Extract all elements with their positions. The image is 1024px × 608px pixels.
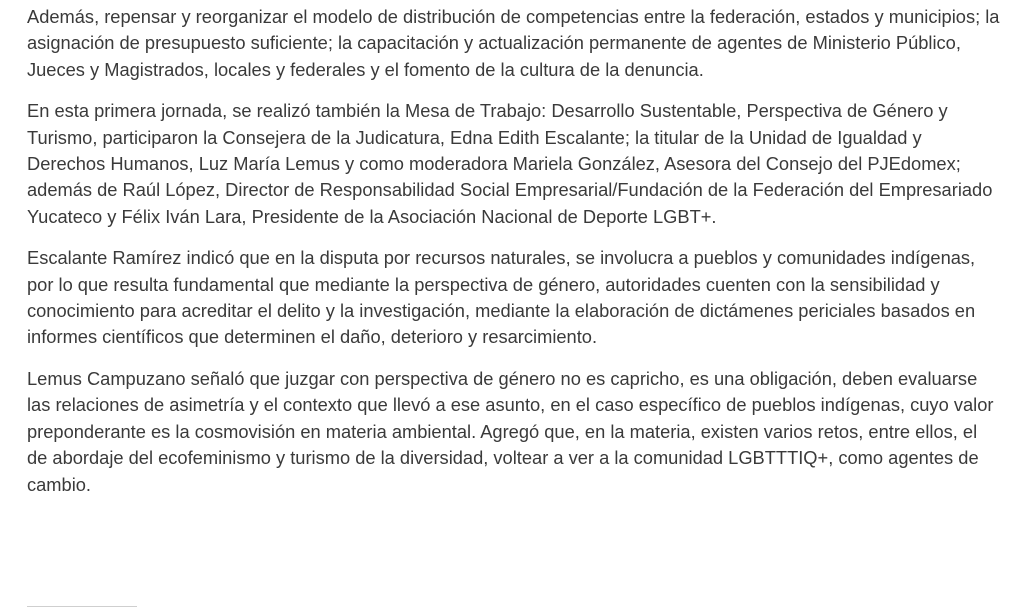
- article-paragraph-4: Lemus Campuzano señaló que juzgar con perspectiva de género no es capricho, es una obligación, deben evaluarse las relaciones de asimetría y el contexto que llevó a ese asunto, en el caso específico de pueblos indígenas, cuyo valor preponderante es la cosmovisión en materia ambiental. Agregó que, en la materia, existen varios retos, entre ellos, el de abordaje del ecofeminismo y turismo de la diversidad, voltear a ver a la comunidad LGBTTTIQ+, como agentes de cambio.: [27, 367, 994, 495]
- article-paragraph-1: Además, repensar y reorganizar el modelo de distribución de competencias entre la federación, estados y municipios; la asignación de presupuesto suficiente; la capacitación y actualización permanente de agentes de Ministerio Público, Jueces y Magistrados, locales y federales y el fomento de la cultura de la denuncia.: [27, 6, 1000, 80]
- article-paragraph-2: En esta primera jornada, se realizó también la Mesa de Trabajo: Desarrollo Sustentable, Perspectiva de Género y Turismo, participaron la Consejera de la Judicatura, Edna Edith Escalante; la titular de la Unidad de Igualdad y Derechos Humanos, Luz María Lemus y como moderadora Mariela González, Asesora del Consejo del PJEdomex; además de Raúl López, Director de Responsabilidad Social Empresarial/Fundación de la Federación del Empresariado Yucateco y Félix Iván Lara, Presidente de la Asociación Nacional de Deporte LGBT+.: [27, 100, 993, 227]
- article-paragraph-3: Escalante Ramírez indicó que en la disputa por recursos naturales, se involucra a pueblos y comunidades indígenas, por lo que resulta fundamental que mediante la perspectiva de género, autoridades cuenten con la sensibilidad y conocimiento para acreditar el delito y la investigación, mediante la elaboración de dictámenes periciales basados en informes científicos que determinen el daño, deterioro y resarcimiento.: [27, 247, 976, 348]
- article-body: [27, 0, 1002, 513]
- section-divider: [27, 606, 137, 607]
